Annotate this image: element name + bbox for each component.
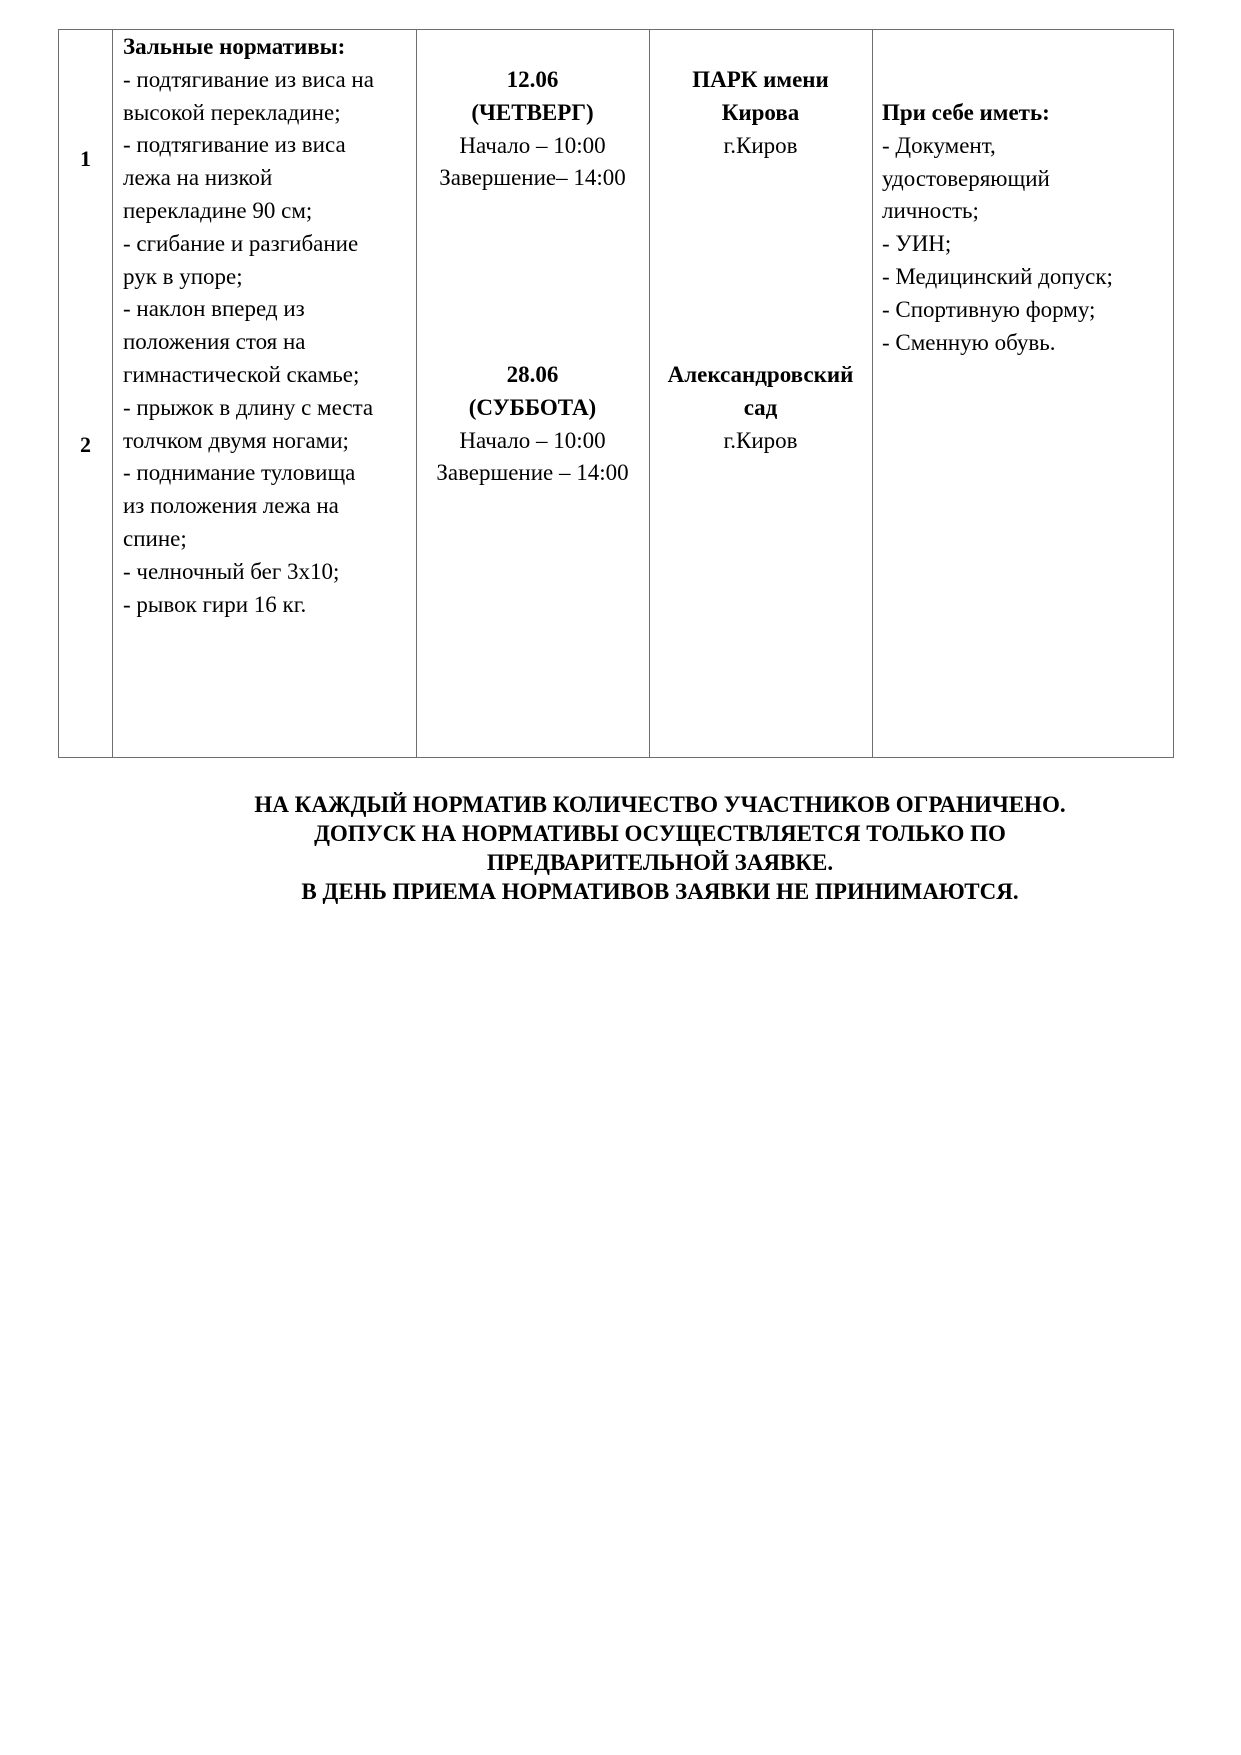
- place-name: Кирова: [721, 99, 800, 125]
- notice-block: [150, 790, 1170, 906]
- place-name: Александровский: [667, 362, 854, 387]
- event-weekday: (СУББОТА): [468, 394, 597, 420]
- place-city: г.Киров: [723, 132, 798, 158]
- notice-line: ДОПУСК НА НОРМАТИВЫ ОСУЩЕСТВЛЯЕТСЯ ТОЛЬКО ПО: [314, 821, 1006, 846]
- event-end: Завершение – 14:00: [436, 460, 629, 486]
- bring-line: удостоверяющий: [882, 165, 1050, 191]
- standards-title: Зальные нормативы:: [123, 34, 346, 59]
- standards-line: толчком двумя ногами;: [123, 427, 349, 453]
- standards-line: - наклон вперед из: [123, 296, 305, 322]
- event-start: Начало – 10:00: [459, 132, 606, 158]
- bring-line: - УИН;: [882, 231, 952, 257]
- standards-line: - подтягивание из виса на: [123, 66, 374, 92]
- standards-line: положения стоя на: [123, 329, 306, 355]
- standards-line: гимнастической скамье;: [123, 361, 360, 387]
- standards-cell: [123, 31, 413, 757]
- notice-line: В ДЕНЬ ПРИЕМА НОРМАТИВОВ ЗАЯВКИ НЕ ПРИНИМАЮТСЯ.: [301, 879, 1019, 904]
- standards-line: - сгибание и разгибание: [123, 230, 359, 256]
- place-name: ПАРК имени: [692, 67, 829, 92]
- standards-line: из положения лежа на: [123, 493, 339, 519]
- event-weekday: (ЧЕТВЕРГ): [471, 99, 594, 125]
- standards-line: высокой перекладине;: [123, 99, 341, 125]
- standards-line: - подтягивание из виса: [123, 132, 346, 158]
- event-2-datetime: [416, 359, 649, 490]
- bring-line: - Документ,: [882, 132, 996, 158]
- standards-line: - рывок гири 16 кг.: [123, 591, 307, 617]
- row-number-2: 2: [80, 432, 91, 457]
- column-divider: [112, 30, 113, 757]
- standards-line: спине;: [123, 525, 187, 551]
- row-number-1: 1: [80, 146, 91, 171]
- bring-line: личность;: [882, 198, 979, 224]
- event-date: 12.06: [506, 67, 559, 92]
- notice-line: НА КАЖДЫЙ НОРМАТИВ КОЛИЧЕСТВО УЧАСТНИКОВ ОГРАНИЧЕНО.: [254, 792, 1066, 817]
- standards-line: перекладине 90 см;: [123, 197, 313, 223]
- column-divider: [872, 30, 873, 757]
- bring-cell: [882, 97, 1172, 359]
- event-2-place: [649, 359, 872, 457]
- bring-line: - Медицинский допуск;: [882, 263, 1113, 289]
- event-1-place: [649, 64, 872, 162]
- bring-line: - Спортивную форму;: [882, 296, 1096, 322]
- place-name: сад: [743, 394, 778, 420]
- bring-line: - Сменную обувь.: [882, 329, 1056, 355]
- standards-line: - поднимание туловища: [123, 460, 356, 486]
- standards-line: лежа на низкой: [123, 165, 273, 191]
- event-1-datetime: [416, 64, 649, 195]
- bring-title: При себе иметь:: [882, 100, 1050, 125]
- notice-line: ПРЕДВАРИТЕЛЬНОЙ ЗАЯВКЕ.: [486, 850, 834, 875]
- schedule-table: [58, 29, 1174, 758]
- standards-line: - челночный бег 3х10;: [123, 558, 340, 584]
- event-date: 28.06: [506, 362, 559, 387]
- standards-line: - прыжок в длину с места: [123, 394, 374, 420]
- event-start: Начало – 10:00: [459, 427, 606, 453]
- place-city: г.Киров: [723, 427, 798, 453]
- event-end: Завершение– 14:00: [439, 165, 626, 191]
- standards-line: рук в упоре;: [123, 263, 243, 289]
